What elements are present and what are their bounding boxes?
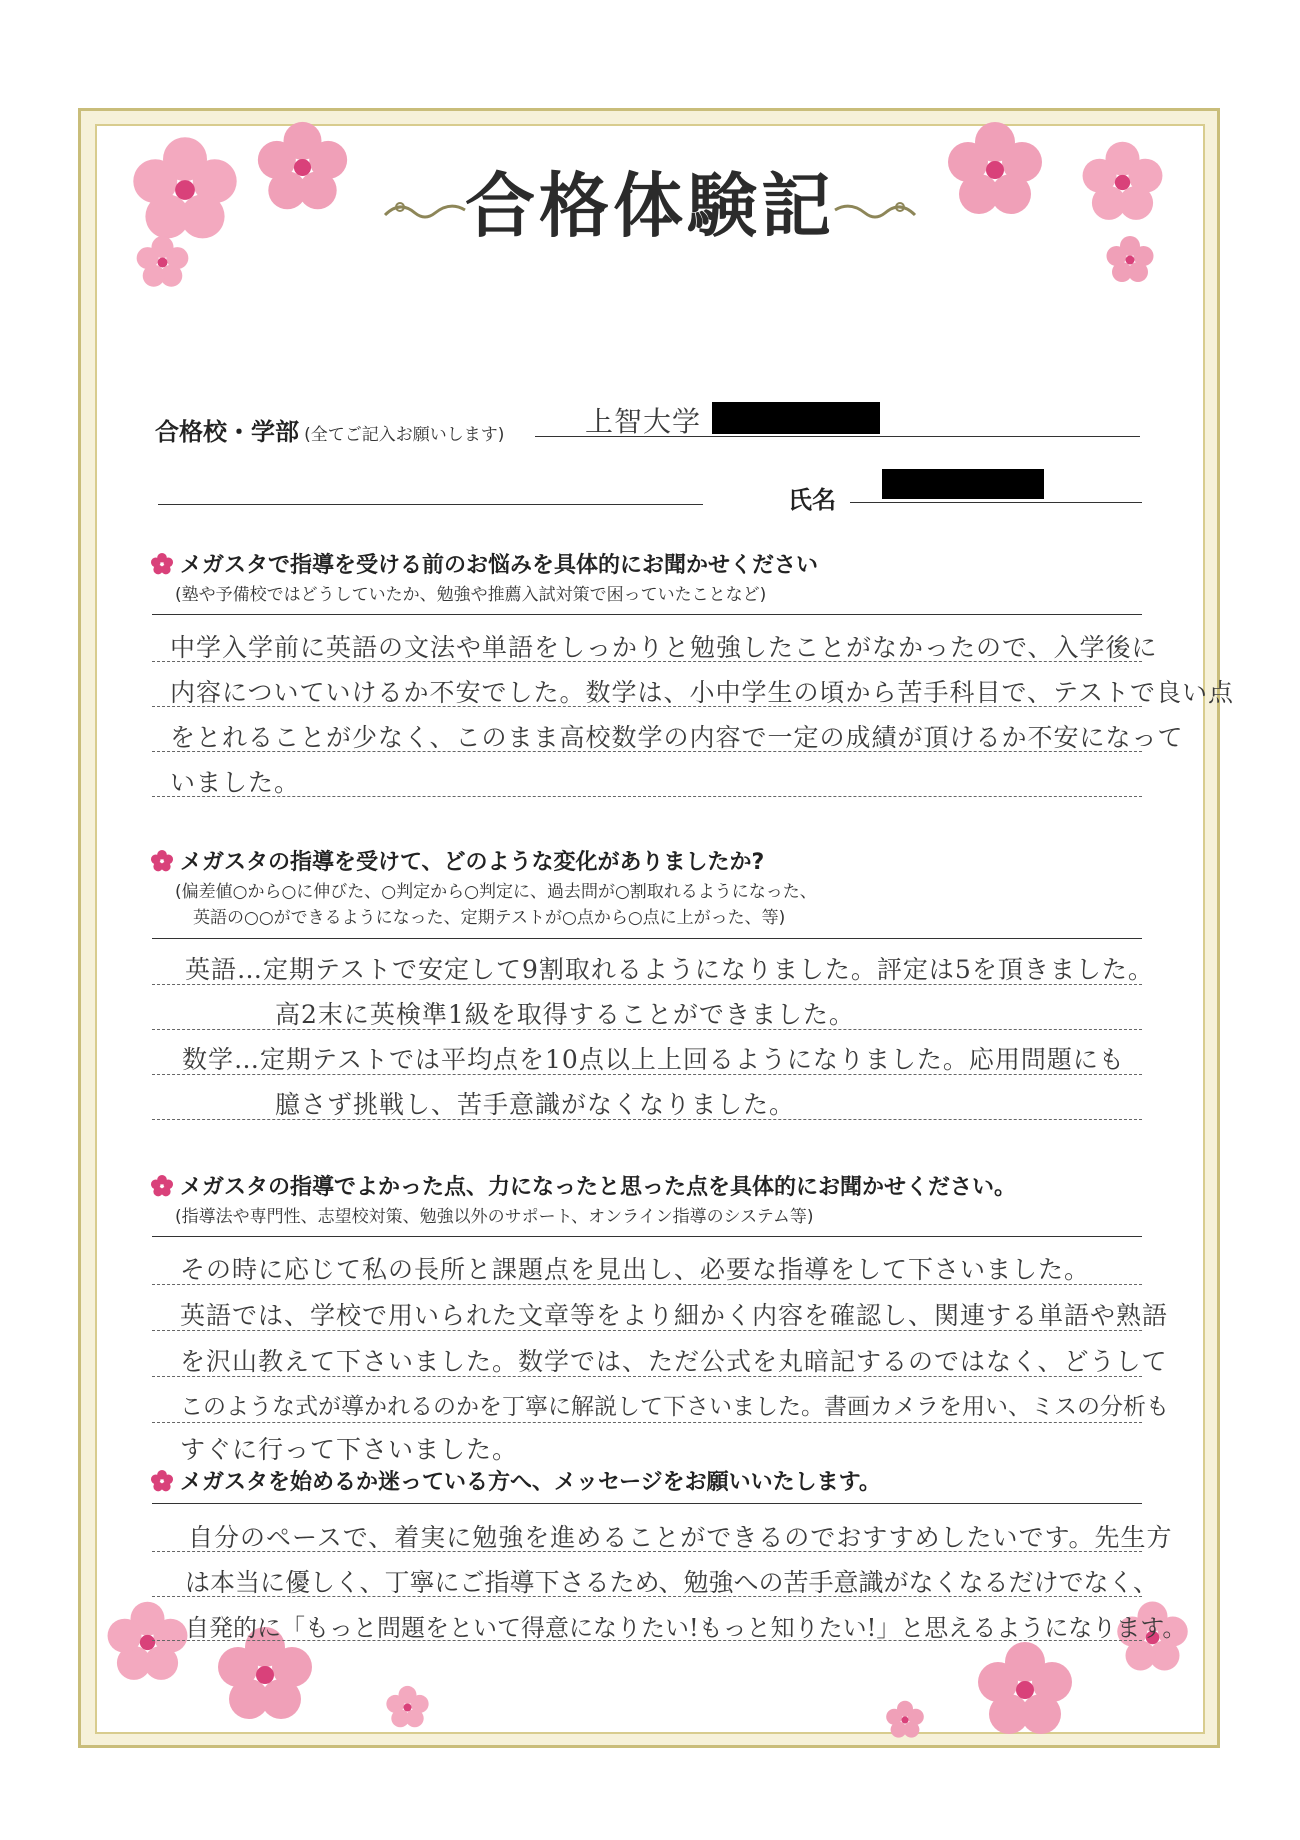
ornament-left-icon xyxy=(380,195,470,225)
section-1-subtitle: (塾や予備校ではどうしていたか、勉強や推薦入試対策で困っていたことなど) xyxy=(175,585,767,605)
divider xyxy=(152,614,1142,615)
section-1-line-3: をとれることが少なく、このまま高校数学の内容で一定の成績が頂けるか不安になって xyxy=(170,723,1184,752)
section-2-line-2: 高2末に英検準1級を取得することができました。 xyxy=(275,1000,855,1029)
name-label: 氏名 xyxy=(788,486,836,514)
school-label: 合格校・学部 xyxy=(155,418,299,446)
page-title: 合格体験記 xyxy=(465,164,835,247)
cherry-blossom-icon xyxy=(105,1600,190,1685)
ruled-line xyxy=(152,1422,1142,1423)
section-3-line-5: すぐに行って下さいました。 xyxy=(180,1435,519,1464)
divider xyxy=(152,938,1142,939)
school-value: 上智大学 xyxy=(585,405,702,438)
ruled-line xyxy=(152,706,1142,707)
section-4-line-3: 自発的に「もっと問題をといて得意になりたい!もっと知りたい!」と思えるようになります。 xyxy=(185,1614,1187,1642)
school-underline xyxy=(535,436,1140,437)
section-3-subtitle: (指導法や専門性、志望校対策、勉強以外のサポート、オンライン指導のシステム等) xyxy=(175,1207,814,1227)
section-2-subtitle-1: (偏差値○から○に伸びた、○判定から○判定に、過去問が○割取れるようになった、 xyxy=(175,882,817,902)
divider xyxy=(152,1503,1142,1504)
section-2-subtitle-2: 英語の○○ができるようになった、定期テストが○点から○点に上がった、等) xyxy=(193,908,786,928)
school-field xyxy=(155,412,504,447)
section-3-line-4: このような式が導かれるのかを丁寧に解説して下さいました。書画カメラを用い、ミスの分析も xyxy=(180,1394,1169,1420)
cherry-blossom-icon xyxy=(975,1640,1075,1740)
section-3-title: メガスタの指導でよかった点、力になったと思った点を具体的にお聞かせください。 xyxy=(150,1170,1016,1201)
section-3-line-2: 英語では、学校で用いられた文章等をより細かく内容を確認し、関連する単語や熟語 xyxy=(180,1301,1169,1330)
ruled-line xyxy=(152,1596,1142,1597)
blossom-bullet-icon xyxy=(150,1469,174,1493)
section-4-title: メガスタを始めるか迷っている方へ、メッセージをお願いいたします。 xyxy=(150,1465,881,1496)
section-2-line-4: 臆さず挑戦し、苦手意識がなくなりました。 xyxy=(275,1090,796,1119)
divider xyxy=(152,1236,1142,1237)
school-note: (全てご記入お願いします) xyxy=(304,425,505,445)
blossom-bullet-icon xyxy=(150,552,174,576)
section-4-line-2: は本当に優しく、丁寧にご指導下さるため、勉強への苦手意識がなくなるだけでなく、 xyxy=(185,1568,1159,1597)
ruled-line xyxy=(152,1330,1142,1331)
redaction-bar xyxy=(882,469,1044,499)
ruled-line xyxy=(152,1074,1142,1075)
ruled-line xyxy=(152,1284,1142,1285)
section-3-line-3: を沢山教えて下さいました。数学では、ただ公式を丸暗記するのではなく、どうして xyxy=(180,1347,1168,1376)
ruled-line xyxy=(152,751,1142,752)
ruled-line xyxy=(152,1119,1142,1120)
section-2-line-3: 数学…定期テストでは平均点を10点以上上回るようになりました。応用問題にも xyxy=(182,1045,1125,1074)
section-1-line-2: 内容についていけるか不安でした。数学は、小中学生の頃から苦手科目で、テストで良い点 xyxy=(170,678,1235,707)
ruled-line xyxy=(152,1029,1142,1030)
section-2-line-1: 英語…定期テストで安定して9割取れるようになりました。評定は5を頂きました。 xyxy=(185,955,1154,984)
blossom-bullet-icon xyxy=(150,849,174,873)
blank-underline xyxy=(158,504,703,505)
ruled-line xyxy=(152,984,1142,985)
cherry-blossom-icon xyxy=(885,1700,925,1740)
ruled-line xyxy=(152,796,1142,797)
section-4-line-1: 自分のペースで、着実に勉強を進めることができるのでおすすめしたいです。先生方 xyxy=(188,1523,1173,1552)
ruled-line xyxy=(152,1640,1142,1641)
section-2-title: メガスタの指導を受けて、どのような変化がありましたか? xyxy=(150,845,764,876)
cherry-blossom-icon xyxy=(385,1685,430,1730)
ruled-line xyxy=(152,1551,1142,1552)
section-1-line-4: いました。 xyxy=(170,768,301,797)
section-3-line-1: その時に応じて私の長所と課題点を見出し、必要な指導をして下さいました。 xyxy=(180,1255,1091,1284)
blossom-bullet-icon xyxy=(150,1174,174,1198)
section-1-title: メガスタで指導を受ける前のお悩みを具体的にお聞かせください xyxy=(150,548,818,579)
ruled-line xyxy=(152,1376,1142,1377)
name-underline xyxy=(850,502,1142,503)
ruled-line xyxy=(152,661,1142,662)
redaction-bar xyxy=(712,402,880,434)
ornament-right-icon xyxy=(830,195,920,225)
section-1-line-1: 中学入学前に英語の文法や単語をしっかりと勉強したことがなかったので、入学後に xyxy=(170,633,1158,662)
